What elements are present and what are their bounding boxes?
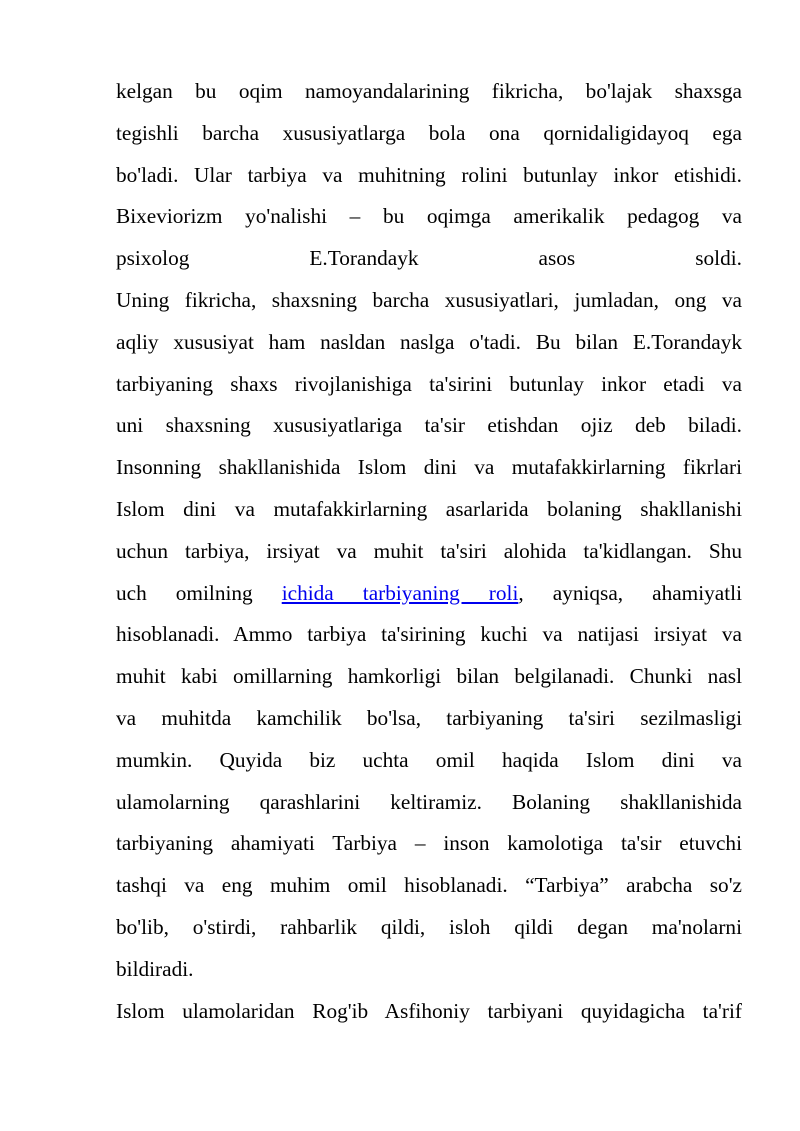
body-text bbox=[116, 71, 742, 1032]
text-line: tashqi va eng muhim omil hisoblanadi. “Tarbiya” arabcha so'z bbox=[116, 873, 742, 898]
text-line: hisoblanadi. Ammo tarbiya ta'sirining kuchi va natijasi irsiyat va bbox=[116, 622, 742, 647]
text-line: va muhitda kamchilik bo'lsa, tarbiyaning ta'siri sezilmasligi bbox=[116, 705, 742, 730]
paragraph-lines-bottom bbox=[116, 614, 742, 1032]
text-line: Bixeviorizm yo'nalishi – bu oqimga amerikalik pedagog va bbox=[116, 204, 742, 229]
paragraph-lines-top bbox=[116, 71, 742, 573]
text-line: tegishli barcha xususiyatlarga bola ona qornidaligidayoq ega bbox=[116, 120, 742, 145]
text-line: mumkin. Quyida biz uchta omil haqida Islom dini va bbox=[116, 747, 742, 772]
text-line: tarbiyaning shaxs rivojlanishiga ta'sirini butunlay inkor etadi va bbox=[116, 371, 742, 396]
text-line-with-link bbox=[116, 573, 742, 615]
text-line: Uning fikricha, shaxsning barcha xususiyatlari, jumladan, ong va bbox=[116, 287, 742, 312]
text-line: bo'ladi. Ular tarbiya va muhitning rolini butunlay inkor etishidi. bbox=[116, 162, 742, 187]
text-line: aqliy xususiyat ham nasldan naslga o'tadi. Bu bilan E.Torandayk bbox=[116, 329, 742, 354]
text-line: Insonning shakllanishida Islom dini va mutafakkirlarning fikrlari bbox=[116, 455, 742, 480]
text-line: kelgan bu oqim namoyandalarining fikricha, bo'lajak shaxsga bbox=[116, 79, 742, 103]
link-line-before: uch omilning bbox=[116, 580, 282, 605]
text-line: muhit kabi omillarning hamkorligi bilan belgilanadi. Chunki nasl bbox=[116, 664, 742, 689]
text-line: bildiradi. bbox=[116, 956, 194, 981]
text-line: ulamolarning qarashlarini keltiramiz. Bolaning shakllanishida bbox=[116, 789, 742, 814]
text-line: tarbiyaning ahamiyati Tarbiya – inson kamolotiga ta'sir etuvchi bbox=[116, 831, 742, 856]
link-line-after: , ayniqsa, ahamiyatli bbox=[518, 580, 742, 605]
text-line: uchun tarbiya, irsiyat va muhit ta'siri alohida ta'kidlangan. Shu bbox=[116, 538, 742, 563]
text-line: uni shaxsning xususiyatlariga ta'sir etishdan ojiz deb biladi. bbox=[116, 413, 742, 438]
text-line: psixolog E.Torandayk asos soldi. bbox=[116, 246, 742, 271]
tarbiya-roli-link[interactable]: ichida tarbiyaning roli bbox=[281, 580, 519, 605]
text-line: bo'lib, o'stirdi, rahbarlik qildi, isloh qildi degan ma'nolarni bbox=[116, 914, 742, 939]
text-line: Islom ulamolaridan Rog'ib Asfihoniy tarbiyani quyidagicha ta'rif bbox=[116, 998, 742, 1023]
text-line: Islom dini va mutafakkirlarning asarlarida bolaning shakllanishi bbox=[116, 496, 742, 521]
